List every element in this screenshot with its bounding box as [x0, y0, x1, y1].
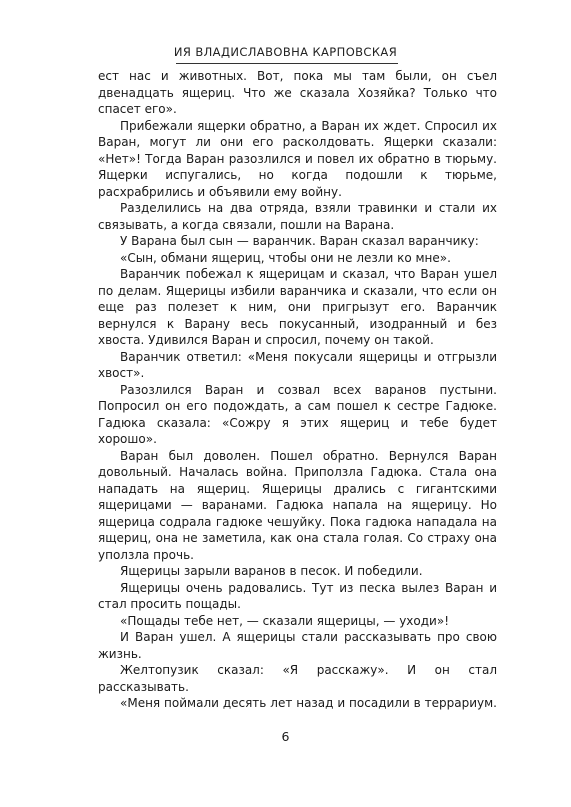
paragraph: И Варан ушел. А ящерицы стали рассказывать про свою жизнь. [98, 630, 497, 661]
page-number: 6 [281, 729, 290, 744]
header-rule [176, 63, 398, 64]
paragraph: «Меня поймали десять лет назад и посадили в террариум. [120, 696, 497, 710]
paragraph: Варанчик побежал к ящерицам и сказал, что Варан ушел по делам. Ящерицы избили варанчика и сказали, что если он еще раз полезет к ним, они пригрызут его. Варанчик вернулся к Варану весь покусанный, изодранный и без хвоста. Удивился Варан и спросил, почему он такой. [98, 267, 497, 347]
paragraph: «Сын, обмани ящериц, чтобы они не лезли ко мне». [120, 250, 451, 265]
paragraph: У Варана был сын — варанчик. Варан сказал варанчику: [120, 234, 479, 248]
paragraph: «Пощады тебе нет, — сказали ящерицы, — уходи»! [120, 613, 449, 628]
body-text [98, 68, 497, 712]
paragraph: Желтопузик сказал: «Я расскажу». И он стал рассказывать. [98, 663, 497, 694]
paragraph: Варан был доволен. Пошел обратно. Вернулся Варан довольный. Началась война. Приползла Гадюка. Стала она нападать на ящериц. Ящерицы дрались с гигантскими ящерицами — варанами. Гадюка напала на ящерицу. Но ящерица содрала гадюке чешуйку. Пока гадюка нападала на ящериц, она не заметила, как она стала голая. Со страху она уползла прочь. [98, 448, 497, 562]
paragraph: Разозлился Варан и созвал всех варанов пустыни. Попросил он его подождать, а сам пошел к сестре Гадюке. Гадюка сказала: «Сожру я этих ящериц и тебе будет хорошо». [98, 382, 497, 446]
paragraph: Разделились на два отряда, взяли травинки и стали их связывать, а когда связали, пошли на Варана. [98, 201, 497, 232]
paragraph: Ящерицы зарыли варанов в песок. И победили. [120, 564, 423, 578]
running-header: ИЯ ВЛАДИСЛАВОВНА КАРПОВСКАЯ [173, 45, 398, 59]
paragraph: Прибежали ящерки обратно, а Варан их ждет. Спросил их Варан, могут ли они его расколдовать. Ящерки сказали: «Нет»! Тогда Варан разозлился и повел их обратно в тюрьму. Ящерки испугались, но когда подошли к тюрьме, расхрабрились и объявили ему войну. [98, 118, 497, 199]
paragraph: ест нас и животных. Вот, пока мы там были, он съел двенадцать ящериц. Что же сказала Хозяйка? Только что спасет его». [98, 69, 497, 116]
paragraph: Ящерицы очень радовались. Тут из песка вылез Варан и стал просить пощады. [98, 580, 497, 611]
paragraph: Варанчик ответил: «Меня покусали ящерицы и отгрызли хвост». [98, 349, 497, 380]
